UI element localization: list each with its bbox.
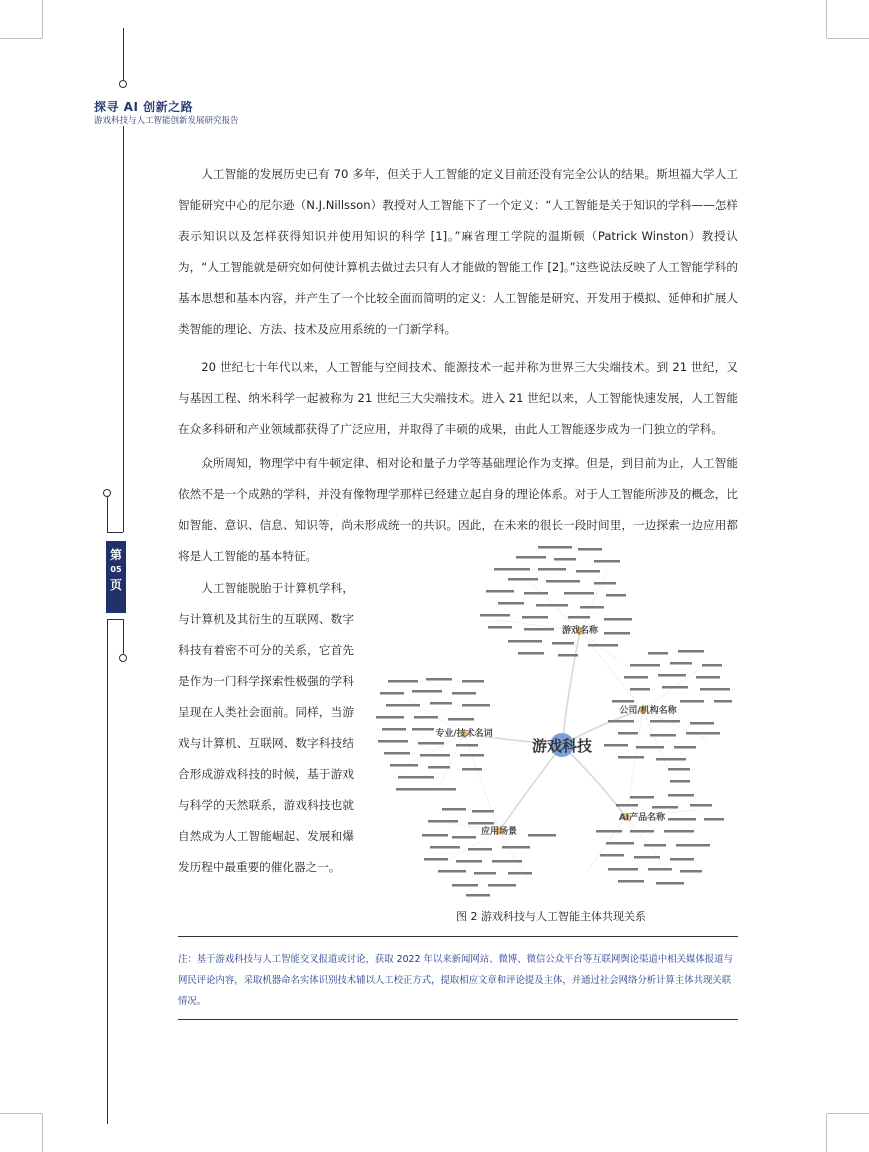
page-tab-di: 第 <box>109 548 122 562</box>
cluster-label-companies: 公司/机构名称 <box>619 706 677 716</box>
paragraph-history: 20 世纪七十年代以来，人工智能与空间技术、能源技术一起并称为世界三大尖端技术。到 21 世纪，又与基因工程、纳米科学一起被称为 21 世纪三大尖端技术。进入 21 世纪以来，人工智能快速发展，人工智能在众多科研和产业领域都获得了广泛应用，并取得了丰硕的成果，由此人工智能逐步成为一门独立的学科。 <box>178 360 738 436</box>
rail-line <box>123 28 124 80</box>
source-note: 注：基于游戏科技与人工智能交叉报道或讨论，获取 2022 年以来新闻网站、微博、微信公众平台等互联网舆论渠道中相关媒体报道与网民评论内容，采取机器命名实体识别技术辅以人工校正方式，提取相应文章和评论提及主体，并通过社会网络分析计算主体共现关联情况。 <box>178 954 733 1007</box>
rail-line <box>107 619 108 1124</box>
cluster-label-applications: 应用场景 <box>480 827 518 837</box>
rail-dot <box>103 489 111 497</box>
report-title: 探寻 AI 创新之路 <box>94 100 194 114</box>
crop-mark <box>826 1114 827 1152</box>
paragraph-theory: 众所周知，物理学中有牛顿定律、相对论和量子力学等基础理论作为支撑。但是，到目前为止，人工智能依然不是一个成熟的学科，并没有像物理学那样已经建立起自身的理论体系。对于人工智能所涉及的概念，比如智能、意识、信息、知识等，尚未形成统一的共识。因此，在未来的很长一段时间里，一边探索一边应用都将是人工智能的基本特征。 <box>178 456 738 563</box>
note-top-divider <box>178 936 738 937</box>
crop-mark <box>42 0 43 38</box>
crop-mark <box>0 1113 42 1114</box>
rail-line <box>123 619 124 654</box>
report-subtitle: 游戏科技与人工智能创新发展研究报告 <box>94 116 239 126</box>
paragraph-definition: 人工智能的发展历史已有 70 多年，但关于人工智能的定义目前还没有完全公认的结果。斯坦福大学人工智能研究中心的尼尔逊（N.J.Nillsson）教授对人工智能下了一个定义：“人工智能是关于知识的学科——怎样表示知识以及怎样获得知识并使用知识的科学 [1]。”麻省理工学院的温斯顿（Patrick Winston）教授认为，“人工智能就是研究如何使计算机去做过去只有人才能做的智能工作 [2]。”这些说法反映了人工智能学科的基本思想和基本内容，并产生了一个比较全面而简明的定义：人工智能是研究、开发用于模拟、延伸和扩展人类智能的理论、方法、技术及应用系统的一门新学科。 <box>178 167 738 336</box>
cluster-label-technical-terms: 专业/技术名词 <box>435 729 493 739</box>
figure-caption: 图 2 游戏科技与人工智能主体共现关系 <box>456 910 646 923</box>
crop-mark <box>826 0 827 38</box>
rail-line <box>107 619 123 620</box>
page-number-tab <box>106 541 126 613</box>
crop-mark <box>0 38 42 39</box>
crop-mark <box>827 1113 869 1114</box>
cluster-label-game-names: 游戏名称 <box>561 626 599 636</box>
page-tab-ye: 页 <box>109 578 122 592</box>
rail-dot <box>119 654 127 662</box>
note-bottom-divider <box>178 1019 738 1020</box>
crop-mark <box>42 1114 43 1152</box>
crop-mark <box>827 38 869 39</box>
cooccurrence-network-figure <box>368 540 743 902</box>
network-center-label: 游戏科技 <box>531 737 593 755</box>
rail-line <box>107 496 108 532</box>
paragraph-games: 人工智能脱胎于计算机学科，与计算机及其衍生的互联网、数字科技有着密不可分的关系，它首先是作为一门科学探索性极强的学科呈现在人类社会面前。同样，当游戏与计算机、互联网、数字科技结合形成游戏科技的时候，基于游戏与科学的天然联系，游戏科技也就自然成为人工智能崛起、发展和爆发历程中最重要的催化器之一。 <box>178 581 354 874</box>
page-number: 05 <box>110 565 122 574</box>
rail-line <box>123 126 124 532</box>
rail-line <box>107 532 123 533</box>
cluster-label-ai-products: AI产品名称 <box>618 813 666 823</box>
rail-dot <box>119 80 127 88</box>
